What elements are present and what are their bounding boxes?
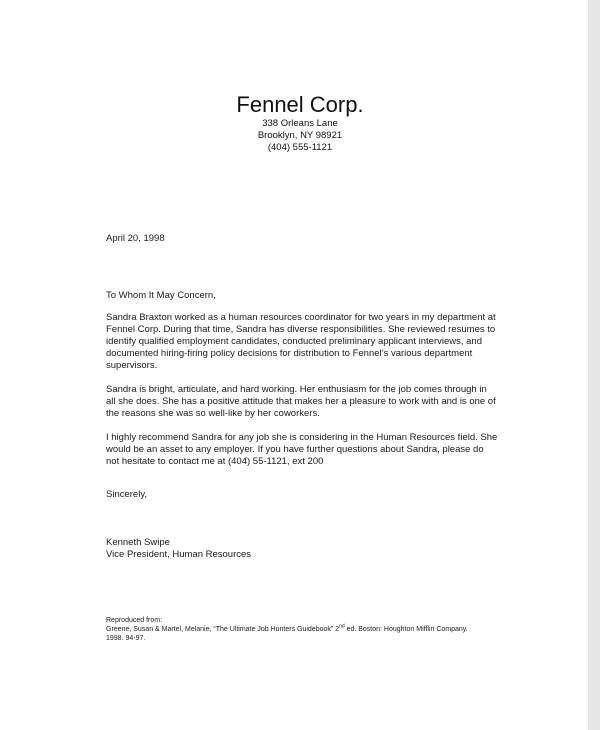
citation-main: Greene, Susan & Martel, Melanie, “The Ultimate Job Hunters Guidebook” 2 (106, 626, 340, 633)
source-footnote (106, 616, 506, 643)
footnote-pages: 1998. 94-97. (106, 635, 146, 642)
paragraph-3: I highly recommend Sandra for any job she is considering in the Human Resources field. She would be an asset to any employer. If you have further questions about Sandra, please do not hesitate to contact me at (404) 55-1121, ext 200 (106, 432, 498, 467)
street-address: 338 Orleans Lane (262, 118, 338, 129)
footnote-citation (106, 625, 506, 634)
company-name: Fennel Corp. (236, 92, 364, 117)
letter-body (106, 290, 498, 480)
signature-block (106, 537, 251, 561)
citation-rest: ed. Boston: Houghton Mifflin Company. (344, 626, 468, 633)
paragraph-1: Sandra Braxton worked as a human resources coordinator for two years in my department at Fennel Corp. During that time, Sandra has diverse responsibilities. She reviewed resumes to identify qualified employment candidates, conducted preliminary applicant interviews, and documented hiring-firing policy decisions for distribution to Fennel’s various department supervisors. (106, 312, 496, 371)
page-side-gutter (589, 0, 600, 730)
paragraph-2: Sandra is bright, articulate, and hard working. Her enthusiasm for the job comes through in all she does. She has a positive attitude that makes her a pleasure to work with and is one of the reasons she was so well-like by her coworkers. (106, 384, 496, 419)
footnote-heading: Reproduced from: (106, 617, 163, 624)
phone-number: (404) 555-1121 (267, 142, 333, 153)
closing: Sincerely, (106, 489, 148, 500)
letterhead (0, 92, 600, 154)
salutation: To Whom It May Concern, (106, 290, 216, 301)
citation-superscript: nd (339, 623, 345, 630)
signer-name: Kenneth Swipe (106, 537, 170, 548)
signer-title: Vice President, Human Resources (106, 549, 252, 560)
letter-date: April 20, 1998 (106, 233, 165, 244)
city-state-zip: Brooklyn, NY 98921 (257, 130, 343, 141)
